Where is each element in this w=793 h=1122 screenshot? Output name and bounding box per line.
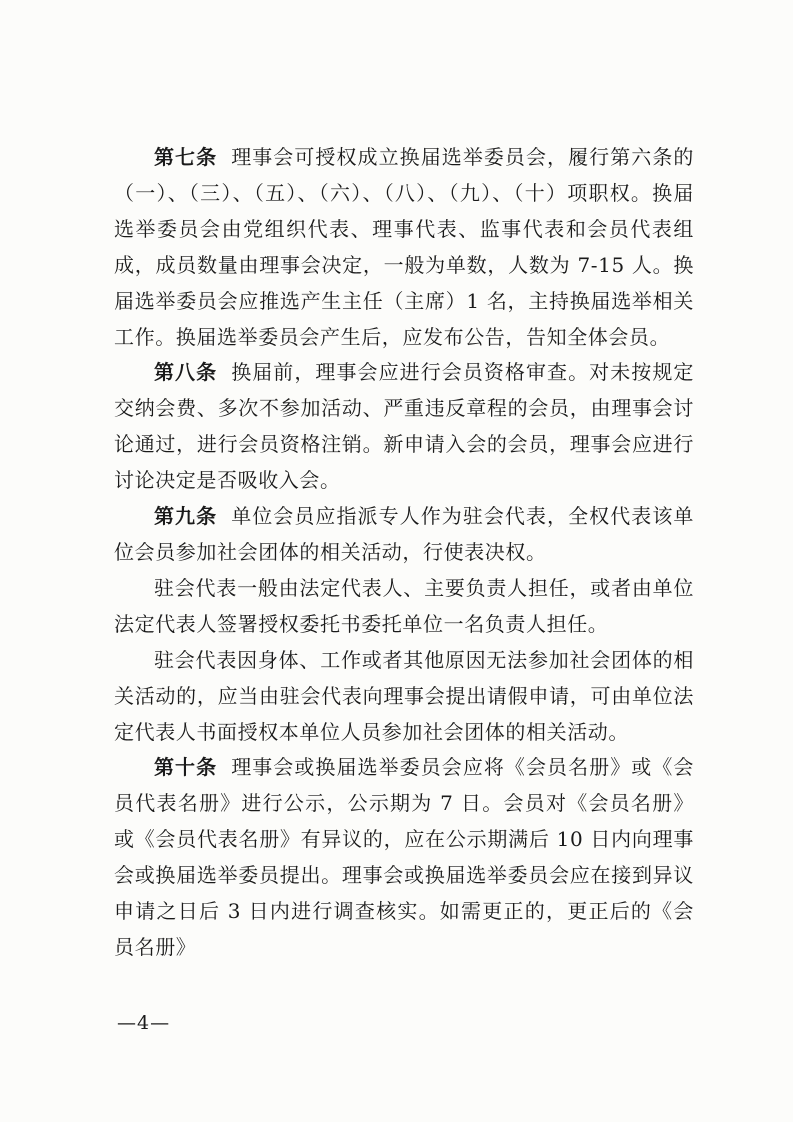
article-8-paragraph (114, 355, 694, 499)
paragraph-text: 驻会代表因身体、工作或者其他原因无法参加社会团体的相关活动的，应当由驻会代表向理事会提出请假申请，可由单位法定代表人书面授权本单位人员参加社会团体的相关活动。 (114, 647, 694, 744)
page-number: —4— (117, 1012, 171, 1034)
article-9-continuation-2 (114, 643, 694, 751)
article-10-paragraph (114, 750, 694, 965)
article-text: 理事会或换届选举委员会应将《会员名册》或《会员代表名册》进行公示，公示期为 7 日。会员对《会员名册》或《会员代表名册》有异议的，应在公示期满后 10 日内向理事会或换届选举委员提出。理事会或换届选举委员会应在接到异议申请之日后 3 日内进行调查核实。如需更正的，更正后的《会员名册》 (114, 755, 694, 959)
article-text: 理事会可授权成立换届选举委员会，履行第六条的（一）、（三）、（五）、（六）、（八）、（九）、（十）项职权。换届选举委员会由党组织代表、理事代表、监事代表和会员代表组成，成员数量由理事会决定，一般为单数，人数为 7-15 人。换届选举委员会应推选产生主任（主席）1 名，主持换届选举相关工作。换届选举委员会产生后，应发布公告，告知全体会员。 (114, 145, 694, 349)
article-heading: 第八条 (154, 360, 218, 385)
article-heading: 第九条 (154, 504, 218, 529)
article-7-paragraph (114, 140, 694, 355)
article-text: 单位会员应指派专人作为驻会代表，全权代表该单位会员参加社会团体的相关活动，行使表决权。 (114, 504, 694, 564)
article-heading: 第十条 (154, 755, 218, 780)
article-9-continuation-1 (114, 571, 694, 643)
article-heading: 第七条 (154, 145, 218, 169)
article-9-paragraph (114, 499, 694, 571)
document-body (114, 140, 694, 966)
article-text: 换届前，理事会应进行会员资格审查。对未按规定交纳会费、多次不参加活动、严重违反章程的会员，由理事会讨论通过，进行会员资格注销。新申请入会的会员，理事会应进行讨论决定是否吸收入会。 (114, 360, 694, 493)
paragraph-text: 驻会代表一般由法定代表人、主要负责人担任，或者由单位法定代表人签署授权委托书委托单位一名负责人担任。 (114, 575, 694, 636)
